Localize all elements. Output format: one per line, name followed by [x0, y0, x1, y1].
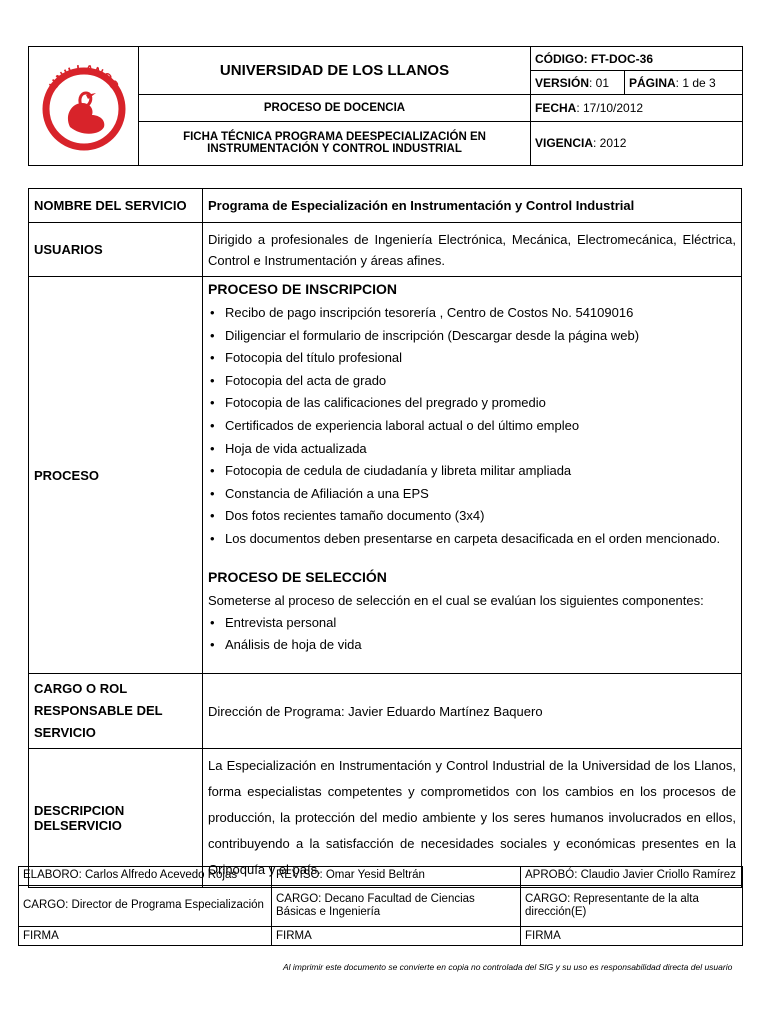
approved-by: APROBÓ: Claudio Javier Criollo Ramírez: [521, 867, 743, 886]
header-table: [28, 46, 743, 166]
role-preparer: CARGO: Director de Programa Especialización: [19, 885, 272, 927]
inscription-list: [208, 302, 736, 551]
svg-text:UNILLANOS: [46, 61, 122, 91]
selection-intro: Someterse al proceso de selección en el cual se evalúan los siguientes componentes:: [208, 592, 704, 608]
service-name-value: Programa de Especialización en Instrumentación y Control Industrial: [203, 189, 742, 223]
logo-cell: [29, 47, 139, 166]
responsible-value: Dirección de Programa: Javier Eduardo Martínez Baquero: [203, 674, 742, 749]
service-name-label: NOMBRE DEL SERVICIO: [29, 189, 203, 223]
list-item: • Fotocopia del título profesional: [208, 347, 736, 370]
process-value: [203, 277, 742, 674]
signature-reviewer: FIRMA: [272, 927, 521, 946]
page-number: PÁGINA: 1 de 3: [625, 71, 743, 95]
description-value: La Especialización en Instrumentación y Control Industrial de la Universidad de los Llanos, forma especialistas competentes y comprometidos con los cambios en los procesos de producción, la protección del medio ambiente y los seres humanos involucrados en ellos, contribuyendo a la satisfacción de necesidades sociales y económicas presentes en la Orinoquía y el país.: [203, 749, 742, 888]
list-item: • Los documentos deben presentarse en carpeta desacificada en el orden mencionado.: [208, 528, 736, 551]
list-item: • Fotocopia de las calificaciones del pregrado y promedio: [208, 392, 736, 415]
signature-preparer: FIRMA: [19, 927, 272, 946]
list-item: • Análisis de hoja de vida: [208, 634, 736, 657]
logo-text: UNILLANOS: [45, 61, 122, 92]
process-label: PROCESO: [29, 277, 203, 674]
role-reviewer: CARGO: Decano Facultad de Ciencias Básicas e Ingeniería: [272, 885, 521, 927]
reviewed-by: REVISO: Omar Yesid Beltrán: [272, 867, 521, 886]
description-label: DESCRIPCION DELSERVICIO: [29, 749, 203, 888]
list-item: • Fotocopia de cedula de ciudadanía y libreta militar ampliada: [208, 460, 736, 483]
approval-table: [18, 866, 743, 946]
list-item: • Diligenciar el formulario de inscripción (Descargar desde la página web): [208, 325, 736, 348]
users-label: USUARIOS: [29, 223, 203, 277]
list-item: • Recibo de pago inscripción tesorería , Centro de Costos No. 54109016: [208, 302, 736, 325]
list-item: • Hoja de vida actualizada: [208, 438, 736, 461]
inscription-title: PROCESO DE INSCRIPCION: [208, 281, 398, 297]
university-logo: [42, 57, 126, 153]
validity: VIGENCIA: 2012: [531, 121, 743, 165]
date: FECHA: 17/10/2012: [531, 95, 743, 121]
sheet-title: FICHA TÉCNICA PROGRAMA DEESPECIALIZACIÓN EN INSTRUMENTACIÓN Y CONTROL INDUSTRIAL: [139, 121, 531, 165]
signature-approver: FIRMA: [521, 927, 743, 946]
users-value: Dirigido a profesionales de Ingeniería Electrónica, Mecánica, Electromecánica, Eléctrica, Control e Instrumentación y áreas afines.: [203, 223, 742, 277]
list-item: • Entrevista personal: [208, 612, 736, 635]
list-item: • Fotocopia del acta de grado: [208, 370, 736, 393]
selection-list: [208, 612, 736, 657]
responsible-label: CARGO O ROL RESPONSABLE DEL SERVICIO: [29, 674, 203, 749]
prepared-by: ELABORO: Carlos Alfredo Acevedo Rojas: [19, 867, 272, 886]
process-name: PROCESO DE DOCENCIA: [139, 95, 531, 121]
selection-title: PROCESO DE SELECCIÓN: [208, 568, 387, 585]
list-item: • Constancia de Afiliación a una EPS: [208, 483, 736, 506]
disclaimer-note: Al imprimir este documento se convierte en copia no controlada del SIG y su uso es responsabilidad directa del usuario: [283, 962, 733, 972]
version: VERSIÓN: 01: [531, 71, 625, 95]
role-approver: CARGO: Representante de la alta dirección(E): [521, 885, 743, 927]
list-item: • Dos fotos recientes tamaño documento (3x4): [208, 505, 736, 528]
university-name: UNIVERSIDAD DE LOS LLANOS: [139, 47, 531, 95]
doc-code: CÓDIGO: FT-DOC-36: [531, 47, 743, 71]
list-item: • Certificados de experiencia laboral actual o del último empleo: [208, 415, 736, 438]
service-table: [28, 188, 742, 888]
